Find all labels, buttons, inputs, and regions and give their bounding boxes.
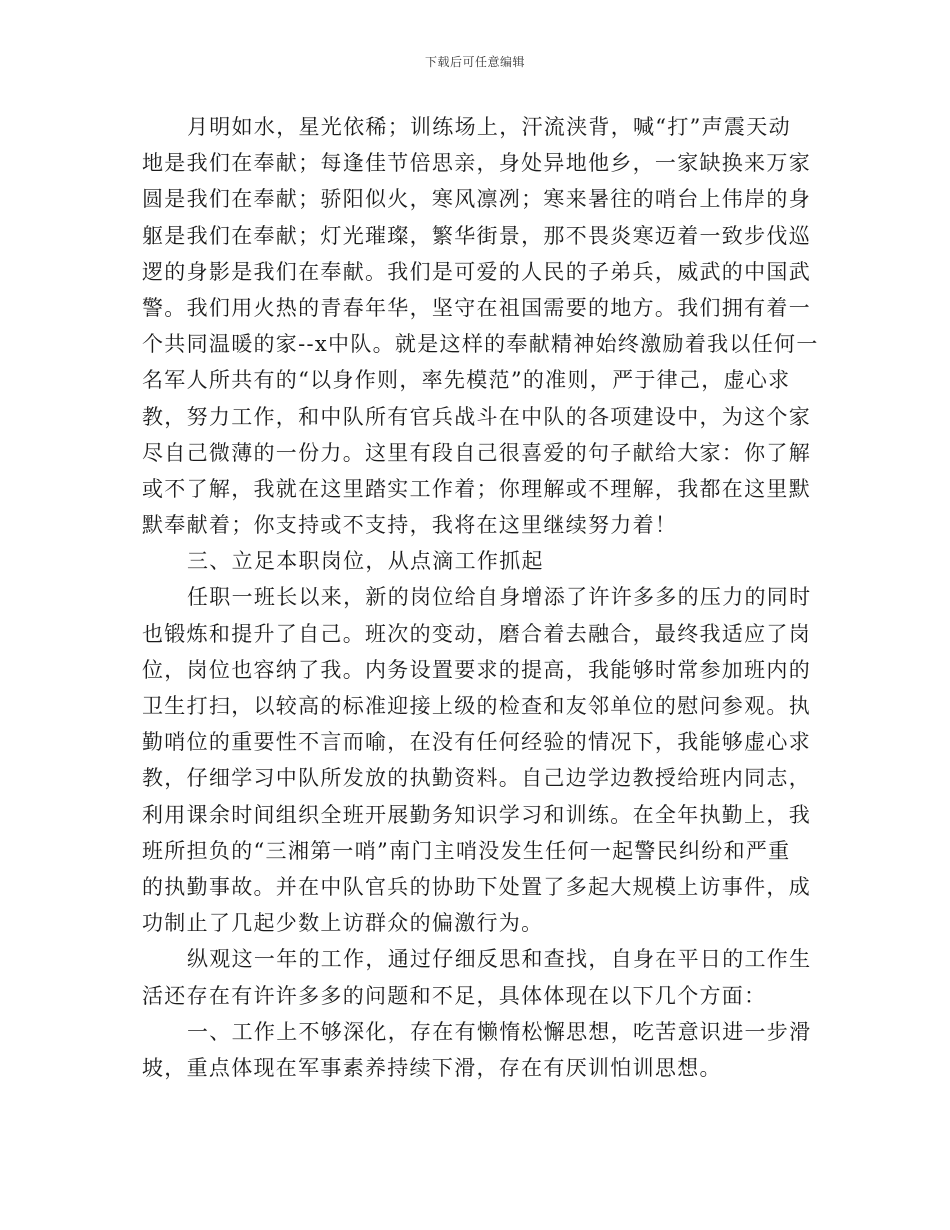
text-line: 的执勤事故。并在中队官兵的协助下处置了多起大规模上访事件，成 (142, 874, 811, 899)
paragraph (142, 941, 812, 1013)
text-line: 一、工作上不够深化，存在有懒惰松懈思想，吃苦意识进一步滑 (187, 1019, 812, 1044)
text-line: 教，努力工作，和中队所有官兵战斗在中队的各项建设中，为这个家 (142, 404, 811, 429)
text-line: 圆是我们在奉献；骄阳似火，寒风凛冽；寒来暑往的哨台上伟岸的身 (142, 187, 811, 212)
document-body (142, 109, 819, 1086)
text-line: 利用课余时间组织全班开展勤务知识学习和训练。在全年执勤上，我 (142, 802, 811, 827)
paragraph (142, 579, 812, 941)
text-line: 躯是我们在奉献；灯光璀璨，繁华街景，那不畏炎寒迈着一致步伐巡 (142, 223, 811, 248)
text-line: 纵观这一年的工作，通过仔细反思和查找，自身在平日的工作生 (187, 947, 812, 972)
paragraph (142, 109, 819, 543)
text-line: 尽自己微薄的一份力。这里有段自己很喜爱的句子献给大家：你了解 (142, 440, 811, 465)
text-line: 功制止了几起少数上访群众的偏激行为。 (142, 911, 544, 936)
text-line: 也锻炼和提升了自己。班次的变动，磨合着去融合，最终我适应了岗 (142, 621, 811, 646)
page-header-note: 下载后可任意编辑 (424, 55, 525, 69)
text-line: 个共同温暖的家--x中队。就是这样的奉献精神始终激励着我以任何一 (142, 332, 819, 357)
text-line: 名军人所共有的“以身作则，率先模范”的准则，严于律己，虚心求 (142, 368, 791, 393)
heading-line: 三、立足本职岗位，从点滴工作抓起 (187, 549, 544, 574)
text-line: 卫生打扫，以较高的标准迎接上级的检查和友邻单位的慰问参观。执 (142, 694, 811, 718)
text-line: 勤哨位的重要性不言而喻，在没有任何经验的情况下，我能够虚心求 (142, 730, 811, 755)
section-heading (142, 543, 812, 579)
text-line: 教，仔细学习中队所发放的执勤资料。自己边学边教授给班内同志， (142, 766, 811, 791)
text-line: 默奉献着；你支持或不支持，我将在这里继续努力着！ (142, 513, 678, 538)
text-line: 班所担负的“三湘第一哨”南门主哨没发生任何一起警民纠纷和严重 (142, 838, 791, 863)
text-line: 逻的身影是我们在奉献。我们是可爱的人民的子弟兵，威武的中国武 (142, 259, 811, 284)
text-line: 任职一班长以来，新的岗位给自身增添了许许多多的压力的同时 (187, 585, 812, 610)
text-line: 或不了解，我就在这里踏实工作着；你理解或不理解，我都在这里默 (142, 476, 811, 501)
text-line: 地是我们在奉献；每逢佳节倍思亲，身处异地他乡，一家缺换来万家 (142, 151, 811, 176)
text-line: 位，岗位也容纳了我。内务设置要求的提高，我能够时常参加班内的 (142, 657, 811, 682)
text-line: 月明如水，星光依稀；训练场上，汗流浃背，喊“打”声震天动 (187, 115, 791, 139)
text-line: 活还存在有许许多多的问题和不足，具体体现在以下几个方面： (142, 983, 767, 1008)
paragraph (142, 1014, 812, 1086)
text-line: 坡，重点体现在军事素养持续下滑，存在有厌训怕训思想。 (142, 1055, 722, 1080)
text-line: 警。我们用火热的青春年华，坚守在祖国需要的地方。我们拥有着一 (142, 295, 811, 320)
